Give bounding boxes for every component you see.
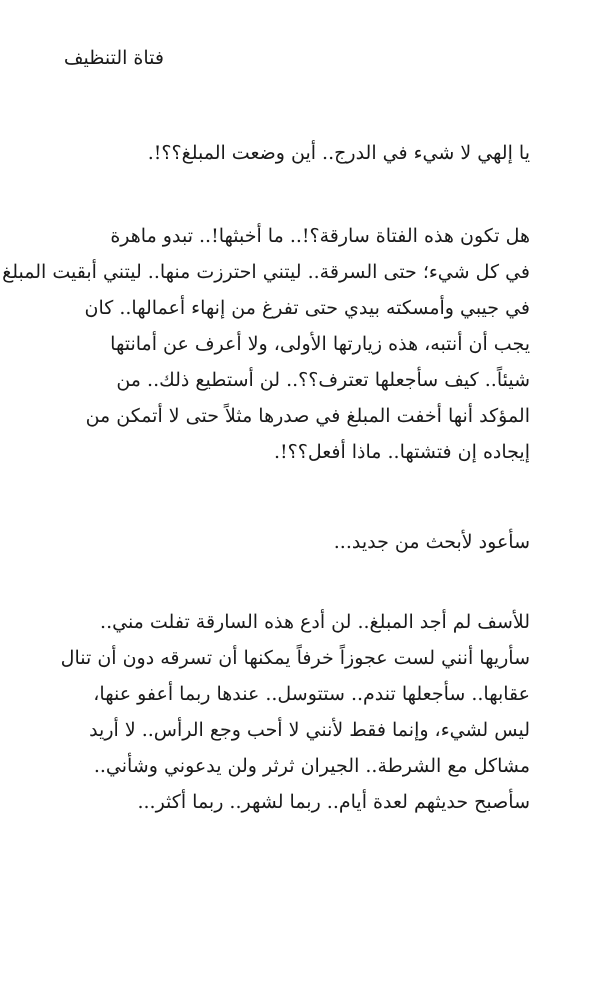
paragraph-line: للأسف لم أجد المبلغ.. لن أدع هذه السارقة تفلت مني.. xyxy=(100,611,530,633)
paragraph-line: هل تكون هذه الفتاة سارقة؟!.. ما أخبثها!.. تبدو ماهرة xyxy=(110,225,530,247)
paragraph-line: سأصبح حديثهم لعدة أيام.. ربما لشهر.. ربما أكثر... xyxy=(137,791,530,813)
paragraph-line: إيجاده إن فتشتها.. ماذا أفعل؟؟!. xyxy=(273,441,530,463)
return-paragraph: سأعود لأبحث من جديد... xyxy=(333,531,530,553)
final-paragraph xyxy=(60,604,530,820)
paragraph-line: يجب أن أنتبه، هذه زيارتها الأولى، ولا أعرف عن أمانتها xyxy=(110,333,530,355)
paragraph-line: في جيبي وأمسكته بيدي حتى تفرغ من إنهاء أعمالها.. كان xyxy=(84,297,530,319)
page-title: فتاة التنظيف xyxy=(63,47,164,69)
paragraph-line: شيئاً.. كيف سأجعلها تعترف؟؟.. لن أستطيع ذلك.. من xyxy=(116,369,530,391)
paragraph-line: ليس لشيء، وإنما فقط لأنني لا أحب وجع الرأس.. لا أريد xyxy=(89,719,530,741)
paragraph-line: مشاكل مع الشرطة.. الجيران ثرثر ولن يدعوني وشأني.. xyxy=(93,755,530,777)
intro-paragraph: يا إلهي لا شيء في الدرج.. أين وضعت المبلغ؟؟!. xyxy=(147,142,530,164)
paragraph-line: عقابها.. سأجعلها تندم.. ستتوسل.. عندها ربما أعفو عنها، xyxy=(93,683,530,705)
main-paragraph xyxy=(2,218,530,470)
paragraph-line: في كل شيء؛ حتى السرقة.. ليتني احترزت منها.. ليتني أبقيت المبلغ xyxy=(2,261,530,283)
paragraph-line: سأريها أنني لست عجوزاً خرفاً يمكنها أن تسرقه دون أن تنال xyxy=(60,647,530,669)
paragraph-line: المؤكد أنها أخفت المبلغ في صدرها مثلاً حتى لا أتمكن من xyxy=(85,405,530,427)
